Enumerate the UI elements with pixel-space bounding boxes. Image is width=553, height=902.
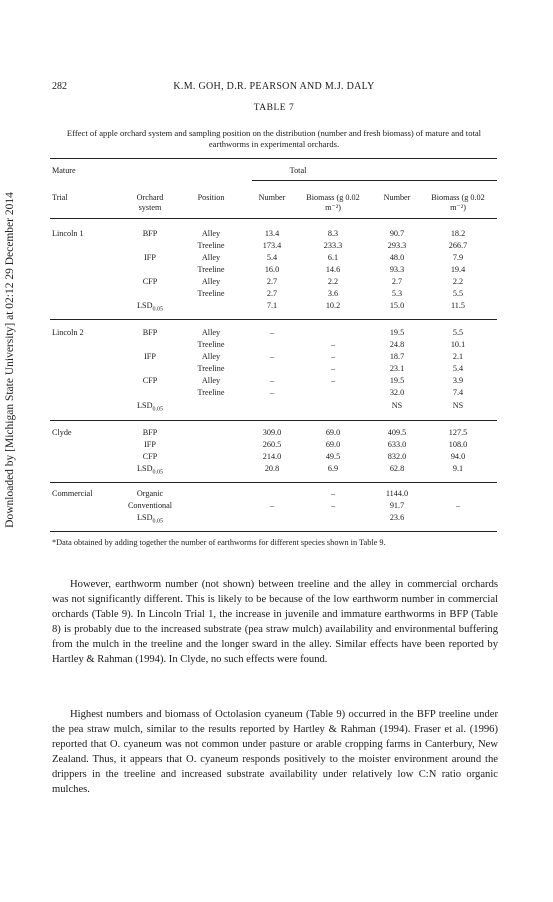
cell-system: CFP [142,452,158,461]
cell-total-number: 409.5 [387,428,407,437]
cell-trial: Clyde [52,428,72,437]
cell-total-number: 19.5 [389,376,405,385]
cell-total-biomass: 5.5 [452,289,464,298]
cell-mature-number: 13.4 [264,229,280,238]
cell-total-biomass: 7.4 [452,388,464,397]
cell-total-number: NS [391,401,403,410]
cell-total-biomass: 11.5 [450,301,466,310]
cell-position: Alley [201,328,221,337]
cell-mature-biomass: 69.0 [325,440,341,449]
cell-mature-biomass: 233.3 [323,241,343,250]
cell-system: CFP [142,277,158,286]
cell-position: Treeline [197,241,225,250]
download-watermark: Downloaded by [Michigan State University] at 02:12 29 December 2014 [4,192,16,528]
cell-total-biomass: 108.0 [448,440,468,449]
cell-total-number: 62.8 [389,464,405,473]
cell-total-number: 15.0 [389,301,405,310]
cell-total-number: 633.0 [387,440,407,449]
cell-mature-biomass: – [330,489,336,498]
cell-total-number: 23.1 [389,364,405,373]
cell-trial: Lincoln 2 [52,328,84,337]
cell-total-number: 48.0 [389,253,405,262]
cell-mature-number: 309.0 [262,428,282,437]
cell-mature-biomass: 8.3 [327,229,339,238]
col-trial: Trial [52,193,68,202]
lsd-subscript: 0.05 [152,518,163,525]
cell-mature-biomass: 6.1 [327,253,339,262]
cell-total-number: 1144.0 [385,489,409,498]
cell-position: Treeline [197,265,225,274]
cell-total-biomass: 10.1 [450,340,466,349]
cell-position: Treeline [197,340,225,349]
cell-total-number: 91.7 [389,501,405,510]
col-total-number: Number [383,193,411,202]
cell-mature-number: – [269,376,275,385]
cell-mature-biomass: – [330,501,336,510]
cell-total-number: 93.3 [389,265,405,274]
cell-mature-number: – [269,501,275,510]
lsd-label: LSD [137,513,153,522]
cell-mature-biomass: 14.6 [325,265,341,274]
cell-mature-number: 2.7 [266,277,278,286]
header-bottom-rule [50,218,497,219]
table-label: TABLE 7 [253,103,295,113]
cell-total-biomass: 5.5 [452,328,464,337]
cell-mature-biomass: – [330,340,336,349]
cell-total-biomass: 5.4 [452,364,464,373]
cell-total-number: 90.7 [389,229,405,238]
cell-system [137,513,163,527]
cell-total-biomass: 3.9 [452,376,464,385]
group-separator-rule [50,319,497,320]
cell-mature-biomass: – [330,376,336,385]
cell-total-number: 5.3 [391,289,403,298]
cell-total-biomass: 2.1 [452,352,464,361]
cell-system: IFP [144,253,156,262]
cell-system: Conventional [127,501,173,510]
cell-total-number: 23.6 [389,513,405,522]
cell-total-biomass: 127.5 [448,428,468,437]
cell-trial: Lincoln 1 [52,229,84,238]
group-header-total: Total [289,166,307,175]
cell-mature-biomass: 3.6 [327,289,339,298]
cell-mature-biomass: – [330,364,336,373]
col-mature-number: Number [258,193,286,202]
paragraph-1: However, earthworm number (not shown) between treeline and the alley in commercial orchards was not significantly different. This is likely to be because of the low earthworm number in commercial orchards (Table 9). In Lincoln Trial 1, the increase in juvenile and immature earthworms in BFP (Table 8) is probably due to the increased substrate (pea straw mulch) availability and environmental buffering from the mulch in the treeline and the longer sward in the alley. Similar effects have been reported by Hartley & Rahman (1994). In Clyde, no such effects were found. [52,579,498,666]
cell-position: Alley [201,376,221,385]
cell-total-biomass: 18.2 [450,229,466,238]
cell-mature-number: 2.7 [266,289,278,298]
cell-mature-biomass: 2.2 [327,277,339,286]
cell-system: BFP [142,229,158,238]
cell-mature-biomass: 6.9 [327,464,339,473]
cell-total-number: 32.0 [389,388,405,397]
cell-mature-number: 173.4 [262,241,282,250]
lsd-label: LSD [137,301,153,310]
cell-total-biomass: 94.0 [450,452,466,461]
cell-mature-number: 5.4 [266,253,278,262]
cell-mature-number: – [269,388,275,397]
cell-total-biomass: 9.1 [452,464,464,473]
cell-total-biomass: 266.7 [448,241,468,250]
lsd-label: LSD [137,464,153,473]
table-top-rule [50,158,497,159]
table-footnote: *Data obtained by adding together the number of earthworms for different species shown in Table 9. [52,538,386,547]
table-bottom-rule [50,531,497,532]
cell-system: IFP [144,440,156,449]
cell-total-number: 2.7 [391,277,403,286]
group-header-mature: Mature [52,166,76,175]
cell-mature-number: – [269,328,275,337]
cell-position: Alley [201,253,221,262]
cell-total-biomass: 19.4 [450,265,466,274]
cell-mature-number: 214.0 [262,452,282,461]
paragraph-2: Highest numbers and biomass of Octolasion cyaneum (Table 9) occurred in the BFP treeline under the pea straw mulch, similar to the results reported by Hartley & Rahman (1994). Fraser et al. (1996) reported that O. cyaneum was not common under pasture or arable cropping farms in Canterbury, New Zealand. Thus, it appears that O. cyaneum responds positively to the moister environment around the drippers in the treeline and increased substrate availability under relatively low C:N ratio organic mulches. [52,709,498,796]
col-mature-biomass: Biomass (g 0.02 m⁻²) [306,193,360,212]
cell-system: BFP [142,328,158,337]
col-total-biomass: Biomass (g 0.02 m⁻²) [431,193,485,212]
lsd-label: LSD [137,401,153,410]
cell-total-biomass: NS [452,401,464,410]
cell-position: Treeline [197,364,225,373]
col-system: Orchard system [136,193,164,212]
cell-total-biomass: 2.2 [452,277,464,286]
cell-mature-number: – [269,352,275,361]
cell-mature-number: 7.1 [266,301,278,310]
group-separator-rule [50,420,497,421]
cell-position: Alley [201,277,221,286]
cell-mature-biomass: 69.0 [325,428,341,437]
cell-system: IFP [144,352,156,361]
cell-position: Treeline [197,289,225,298]
cell-position: Alley [201,352,221,361]
cell-mature-biomass: 49.5 [325,452,341,461]
table-caption: Effect of apple orchard system and sampling position on the distribution (number and fresh biomass) of mature and total earthworms in experimental orchards. [66,128,482,149]
running-authors: K.M. GOH, D.R. PEARSON AND M.J. DALY [173,81,375,92]
cell-system [137,464,163,478]
cell-total-number: 832.0 [387,452,407,461]
cell-total-number: 18.7 [389,352,405,361]
cell-position: Alley [201,229,221,238]
cell-system [137,401,163,415]
cell-total-biomass: 7.9 [452,253,464,262]
lsd-subscript: 0.05 [152,469,163,476]
page-number: 282 [52,81,67,92]
cell-mature-number: 20.8 [264,464,280,473]
group-rule [252,180,497,181]
cell-position: Treeline [197,388,225,397]
cell-system: BFP [142,428,158,437]
cell-total-number: 24.8 [389,340,405,349]
cell-trial: Commercial [52,489,93,498]
lsd-subscript: 0.05 [152,406,163,413]
cell-mature-number: 260.5 [262,440,282,449]
cell-total-number: 19.5 [389,328,405,337]
cell-mature-biomass: – [330,352,336,361]
cell-mature-biomass: 10.2 [325,301,341,310]
group-separator-rule [50,482,497,483]
col-position: Position [197,193,225,202]
cell-system: Organic [136,489,164,498]
cell-total-number: 293.3 [387,241,407,250]
cell-system: CFP [142,376,158,385]
cell-mature-number: 16.0 [264,265,280,274]
cell-total-biomass: – [455,501,461,510]
cell-system [137,301,163,315]
lsd-subscript: 0.05 [152,306,163,313]
